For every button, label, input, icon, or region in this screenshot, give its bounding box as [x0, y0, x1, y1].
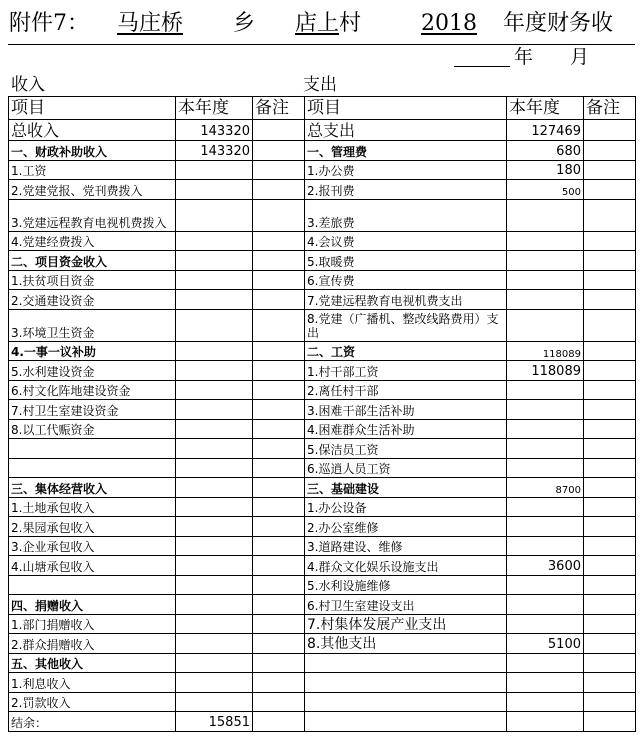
expense-item-cell: 3.道路建设、维修 [305, 536, 507, 556]
income-remark-cell [253, 199, 305, 231]
income-amount-cell [176, 380, 253, 400]
expense-item-cell: 2.办公室维修 [305, 517, 507, 537]
income-remark-cell [253, 309, 305, 341]
expense-remark-cell [584, 180, 636, 200]
top-rule [8, 44, 635, 45]
title-village-suffix: 村 [339, 11, 362, 36]
expense-item-cell: 8.党建（广播机、整改线路费用）支出 [305, 309, 507, 341]
expense-amount-cell [507, 251, 584, 271]
income-item-cell: 2.群众捐赠收入 [9, 634, 176, 654]
income-section-label: 收入 [11, 75, 45, 95]
income-item-cell: 4.一事一议补助 [9, 341, 176, 361]
table-row [9, 419, 636, 439]
expense-item-cell: 2.离任村干部 [305, 380, 507, 400]
table-row [9, 160, 636, 180]
table-row [9, 712, 636, 732]
income-item-header: 项目 [9, 97, 176, 120]
table-row [9, 536, 636, 556]
income-remark-cell [253, 419, 305, 439]
income-amount-cell [176, 290, 253, 310]
income-remark-cell [253, 120, 305, 141]
income-item-cell: 一、财政补助收入 [9, 141, 176, 161]
income-item-cell: 3.环境卫生资金 [9, 309, 176, 341]
income-remark-cell [253, 439, 305, 459]
income-amount-cell [176, 419, 253, 439]
income-item-cell: 3.企业承包收入 [9, 536, 176, 556]
expense-amount-cell [507, 380, 584, 400]
title-suffix: 年度财务收 [503, 11, 614, 36]
expense-remark-cell [584, 439, 636, 459]
income-remark-cell [253, 673, 305, 693]
expense-amount-cell [507, 290, 584, 310]
expense-amount-cell: 118089 [507, 341, 584, 361]
expense-remark-cell [584, 309, 636, 341]
income-remark-cell [253, 497, 305, 517]
income-remark-cell [253, 536, 305, 556]
expense-remark-cell [584, 380, 636, 400]
income-item-cell [9, 458, 176, 478]
income-remark-cell [253, 341, 305, 361]
income-item-cell: 2.交通建设资金 [9, 290, 176, 310]
expense-remark-cell [584, 536, 636, 556]
expense-amount-cell [507, 712, 584, 732]
expense-remark-cell [584, 290, 636, 310]
income-remark-cell [253, 595, 305, 615]
title-township-suffix: 乡 [233, 11, 256, 36]
income-remark-cell [253, 251, 305, 271]
expense-item-cell: 4.困难群众生活补助 [305, 419, 507, 439]
expense-amount-cell [507, 439, 584, 459]
income-amount-cell [176, 160, 253, 180]
title-underline-spacer [40, 38, 500, 39]
expense-remark-cell [584, 712, 636, 732]
expense-item-cell: 1.村干部工资 [305, 361, 507, 381]
document-title [9, 6, 637, 42]
income-remark-cell [253, 614, 305, 634]
title-village: 店上 [294, 11, 339, 36]
income-amount-cell [176, 458, 253, 478]
expense-remark-cell [584, 419, 636, 439]
income-item-cell: 四、捐赠收入 [9, 595, 176, 615]
income-amount-cell [176, 478, 253, 498]
income-amount-cell [176, 309, 253, 341]
expense-item-cell: 6.巡逍人员工资 [305, 458, 507, 478]
expense-amount-cell [507, 614, 584, 634]
expense-amount-cell: 118089 [507, 361, 584, 381]
expense-remark-cell [584, 141, 636, 161]
expense-item-cell: 3.差旅费 [305, 199, 507, 231]
income-remark-cell [253, 361, 305, 381]
expense-item-cell: 7.党建远程教育电视机费支出 [305, 290, 507, 310]
expense-remark-cell [584, 160, 636, 180]
income-item-cell: 2.党建党报、党刊费拨入 [9, 180, 176, 200]
expense-item-cell: 总支出 [305, 120, 507, 141]
income-amount-cell [176, 251, 253, 271]
table-row [9, 692, 636, 712]
expense-amount-cell: 127469 [507, 120, 584, 141]
table-row [9, 180, 636, 200]
expense-item-cell: 6.村卫生室建设支出 [305, 595, 507, 615]
income-remark-cell [253, 458, 305, 478]
expense-item-cell: 二、工资 [305, 341, 507, 361]
expense-item-cell: 4.群众文化娱乐设施支出 [305, 556, 507, 576]
table-row [9, 595, 636, 615]
income-amount-cell [176, 556, 253, 576]
expense-amount-cell [507, 673, 584, 693]
expense-amount-cell: 3600 [507, 556, 584, 576]
expense-item-cell: 1.办公费 [305, 160, 507, 180]
expense-amount-cell [507, 517, 584, 537]
title-year: 2018 [421, 11, 477, 36]
expense-item-cell [305, 692, 507, 712]
expense-item-cell: 5.取暖费 [305, 251, 507, 271]
expense-item-cell: 7.村集体发展产业支出 [305, 614, 507, 634]
expense-remark-cell [584, 692, 636, 712]
table-row [9, 673, 636, 693]
income-item-cell: 8.以工代赈资金 [9, 419, 176, 439]
income-item-cell: 7.村卫生室建设资金 [9, 400, 176, 420]
income-item-cell: 二、项目资金收入 [9, 251, 176, 271]
expense-item-cell: 8.其他支出 [305, 634, 507, 654]
expense-item-cell: 6.宣传费 [305, 270, 507, 290]
table-row [9, 575, 636, 595]
income-amount-cell [176, 231, 253, 251]
expense-remark-cell [584, 614, 636, 634]
expense-amount-cell [507, 595, 584, 615]
income-item-cell: 1.扶贫项目资金 [9, 270, 176, 290]
expense-amount-cell [507, 199, 584, 231]
income-amount-cell [176, 270, 253, 290]
expense-amount-cell [507, 270, 584, 290]
income-amount-cell [176, 653, 253, 673]
table-row [9, 556, 636, 576]
expense-amount-cell [507, 458, 584, 478]
expense-remark-cell [584, 458, 636, 478]
expense-amount-cell: 8700 [507, 478, 584, 498]
table-row [9, 270, 636, 290]
column-header-row [9, 97, 636, 120]
income-amount-cell [176, 595, 253, 615]
table-row [9, 517, 636, 537]
income-amount-cell [176, 634, 253, 654]
income-item-cell: 2.罚款收入 [9, 692, 176, 712]
table-row [9, 497, 636, 517]
expense-amount-cell [507, 231, 584, 251]
expense-remark-cell [584, 653, 636, 673]
year-blank-line [454, 66, 510, 67]
expense-amount-cell [507, 653, 584, 673]
expense-section-label: 支出 [303, 75, 337, 95]
table-row [9, 309, 636, 341]
expense-item-cell [305, 653, 507, 673]
expense-remark-cell [584, 270, 636, 290]
expense-amount-cell: 500 [507, 180, 584, 200]
income-item-cell: 6.村文化阵地建设资金 [9, 380, 176, 400]
income-remark-cell [253, 478, 305, 498]
expense-amount-cell [507, 692, 584, 712]
expense-item-cell [305, 712, 507, 732]
income-amount-cell [176, 673, 253, 693]
expense-item-cell: 5.水利设施维修 [305, 575, 507, 595]
expense-remark-cell [584, 478, 636, 498]
income-item-cell [9, 439, 176, 459]
expense-remark-header: 备注 [584, 97, 636, 120]
table-row [9, 400, 636, 420]
expense-item-cell: 2.报刊费 [305, 180, 507, 200]
expense-amount-cell: 180 [507, 160, 584, 180]
ledger-table [8, 96, 636, 732]
income-remark-cell [253, 400, 305, 420]
expense-remark-cell [584, 361, 636, 381]
income-item-cell [9, 575, 176, 595]
title-prefix: 附件7： [9, 11, 89, 36]
income-item-cell: 4.党建经费拨入 [9, 231, 176, 251]
expense-remark-cell [584, 400, 636, 420]
expense-amount-cell [507, 497, 584, 517]
income-amount-cell: 143320 [176, 141, 253, 161]
table-row [9, 231, 636, 251]
income-item-cell: 1.土地承包收入 [9, 497, 176, 517]
income-remark-header: 备注 [253, 97, 305, 120]
income-item-cell: 三、集体经营收入 [9, 478, 176, 498]
income-amount-cell [176, 517, 253, 537]
income-remark-cell [253, 692, 305, 712]
title-township: 马庄桥 [117, 11, 184, 36]
income-item-cell: 4.山塘承包收入 [9, 556, 176, 576]
income-remark-cell [253, 653, 305, 673]
table-row [9, 361, 636, 381]
income-item-cell: 3.党建远程教育电视机费拨入 [9, 199, 176, 231]
income-remark-cell [253, 270, 305, 290]
income-amount-cell: 143320 [176, 120, 253, 141]
income-remark-cell [253, 290, 305, 310]
expense-amount-cell [507, 309, 584, 341]
table-row [9, 634, 636, 654]
income-amount-cell [176, 361, 253, 381]
expense-amount-cell [507, 536, 584, 556]
income-item-cell: 总收入 [9, 120, 176, 141]
table-row [9, 653, 636, 673]
expense-remark-cell [584, 231, 636, 251]
income-remark-cell [253, 575, 305, 595]
expense-remark-cell [584, 251, 636, 271]
expense-item-cell [305, 673, 507, 693]
income-amount-cell [176, 439, 253, 459]
income-item-cell: 1.工资 [9, 160, 176, 180]
expense-amount-cell [507, 419, 584, 439]
income-item-cell: 1.利息收入 [9, 673, 176, 693]
table-row [9, 290, 636, 310]
income-amount-cell [176, 341, 253, 361]
table-row [9, 120, 636, 141]
table-row [9, 141, 636, 161]
expense-amount-cell [507, 400, 584, 420]
income-amount-cell [176, 400, 253, 420]
table-row [9, 380, 636, 400]
table-row [9, 614, 636, 634]
subtitle-month: 月 [570, 46, 590, 68]
table-row [9, 341, 636, 361]
table-row [9, 199, 636, 231]
expense-remark-cell [584, 120, 636, 141]
income-remark-cell [253, 180, 305, 200]
expense-item-header: 项目 [305, 97, 507, 120]
income-item-cell: 1.部门捐赠收入 [9, 614, 176, 634]
subtitle-year: 年 [514, 46, 534, 68]
expense-item-cell: 三、基础建设 [305, 478, 507, 498]
expense-remark-cell [584, 673, 636, 693]
income-remark-cell [253, 712, 305, 732]
income-remark-cell [253, 141, 305, 161]
income-remark-cell [253, 517, 305, 537]
expense-remark-cell [584, 575, 636, 595]
expense-remark-cell [584, 497, 636, 517]
income-amount-cell [176, 536, 253, 556]
income-amount-cell [176, 692, 253, 712]
income-amount-cell [176, 497, 253, 517]
expense-remark-cell [584, 199, 636, 231]
income-remark-cell [253, 231, 305, 251]
expense-item-cell: 5.保洁员工资 [305, 439, 507, 459]
table-row [9, 439, 636, 459]
expense-amount-cell: 5100 [507, 634, 584, 654]
expense-item-cell: 3.困难干部生活补助 [305, 400, 507, 420]
income-amount-cell [176, 614, 253, 634]
income-year-header: 本年度 [176, 97, 253, 120]
income-remark-cell [253, 160, 305, 180]
expense-year-header: 本年度 [507, 97, 584, 120]
income-amount-cell [176, 575, 253, 595]
expense-remark-cell [584, 595, 636, 615]
income-remark-cell [253, 556, 305, 576]
income-amount-cell: 15851 [176, 712, 253, 732]
income-item-cell: 五、其他收入 [9, 653, 176, 673]
income-amount-cell [176, 180, 253, 200]
income-remark-cell [253, 380, 305, 400]
income-item-cell: 结余： [9, 712, 176, 732]
income-item-cell: 2.果园承包收入 [9, 517, 176, 537]
expense-item-cell: 4.会议费 [305, 231, 507, 251]
expense-remark-cell [584, 556, 636, 576]
table-row [9, 458, 636, 478]
table-row [9, 478, 636, 498]
expense-amount-cell: 680 [507, 141, 584, 161]
income-amount-cell [176, 199, 253, 231]
expense-remark-cell [584, 341, 636, 361]
table-row [9, 251, 636, 271]
expense-amount-cell [507, 575, 584, 595]
income-remark-cell [253, 634, 305, 654]
income-item-cell: 5.水利建设资金 [9, 361, 176, 381]
expense-item-cell: 1.办公设备 [305, 497, 507, 517]
expense-remark-cell [584, 517, 636, 537]
expense-item-cell: 一、管理费 [305, 141, 507, 161]
expense-remark-cell [584, 634, 636, 654]
